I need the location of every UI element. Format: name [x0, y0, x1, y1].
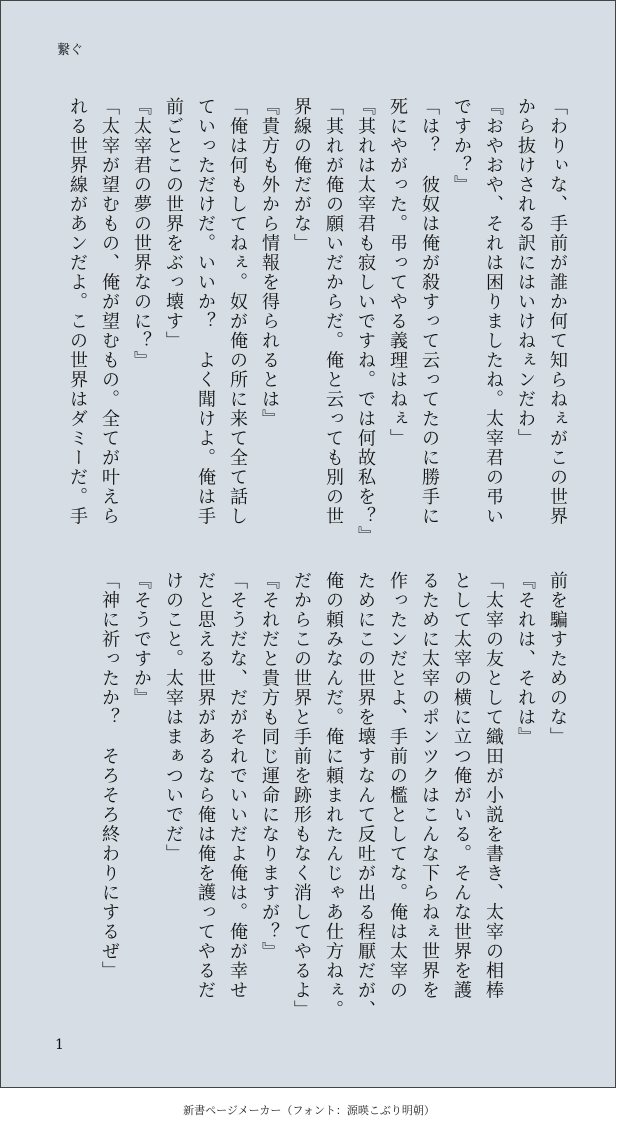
- text-line: 俺の頼みなんだ。俺に頼まれたんじゃあ仕方ねぇ。: [323, 571, 344, 1020]
- text-line: 『それは、それは』: [515, 571, 536, 747]
- text-line: 界線の俺だがな」: [291, 97, 312, 253]
- text-line: 「は？ 彼奴は俺が殺すって云ってたのに勝手に: [419, 97, 440, 526]
- text-line: 「其れが俺の願いだからだ。俺と云っても別の世: [323, 97, 344, 526]
- text-line: 『其れは太宰君も寂しいですね。では何故私を？』: [355, 97, 376, 546]
- text-line: 『貴方も外から情報を得られるとは』: [259, 97, 280, 429]
- text-line: けのこと。太宰はまぁついでだ」: [163, 571, 184, 864]
- top-text-block: [61, 97, 573, 546]
- text-line: ていっただけだ。いいか？ よく聞けよ。俺は手: [195, 97, 216, 526]
- page-number: 1: [55, 1037, 64, 1053]
- text-line: だと思える世界があるなら俺は俺を護ってやるだ: [195, 571, 216, 1000]
- text-line: 『太宰君の夢の世界なのに？』: [131, 97, 152, 370]
- text-line: 「太宰の友として織田が小説を書き、太宰の相棒: [483, 571, 504, 1000]
- footer-credit: 新書ページメーカー（フォント：源暎こぶり明朝）: [183, 1104, 435, 1117]
- text-line: だからこの世界と手前を跡形もなく消してやるよ」: [291, 571, 312, 1020]
- text-line: 「俺は何もしてねぇ。奴が俺の所に来て全て話し: [227, 97, 248, 526]
- text-line: から抜けされる訳にはいけねぇンだわ」: [515, 97, 536, 448]
- text-line: れる世界線があンだよ。この世界はダミーだ。手: [67, 97, 88, 526]
- text-line: として太宰の横に立つ俺がいる。そんな世界を護: [451, 571, 472, 1000]
- text-line: 『そうですか』: [131, 571, 152, 708]
- text-line: 前を騙すためのな」: [547, 571, 568, 747]
- text-line: 『おやおや、それは困りましたね。太宰君の弔い: [483, 97, 504, 526]
- text-line: 「わりぃな、手前が誰か何て知らねぇがこの世界: [547, 97, 568, 526]
- text-line: 前ごとこの世界をぶっ壊す」: [163, 97, 184, 351]
- text-line: 作ったンだとよ、手前の檻としてな。俺は太宰の: [387, 571, 408, 1000]
- text-line: ですか？』: [451, 97, 472, 195]
- bottom-text-block: [93, 571, 573, 1020]
- text-line: ためにこの世界を壊すなんて反吐が出る程厭だが、: [355, 571, 376, 1020]
- text-line: 「そうだな、だがそれでいいだよ俺は。俺が幸せ: [227, 571, 248, 1000]
- text-line: 「太宰が望むもの、俺が望むもの。全てが叶えら: [99, 97, 120, 526]
- text-line: るために太宰のポンツクはこんな下らねぇ世界を: [419, 571, 440, 1000]
- text-line: 死にやがった。弔ってやる義理はねぇ」: [387, 97, 408, 448]
- text-line: 『それだと貴方も同じ運命になりますが？』: [259, 571, 280, 961]
- page-title: 繋ぐ: [57, 43, 84, 58]
- text-line: 「神に祈ったか？ そろそろ終わりにするぜ」: [99, 571, 120, 981]
